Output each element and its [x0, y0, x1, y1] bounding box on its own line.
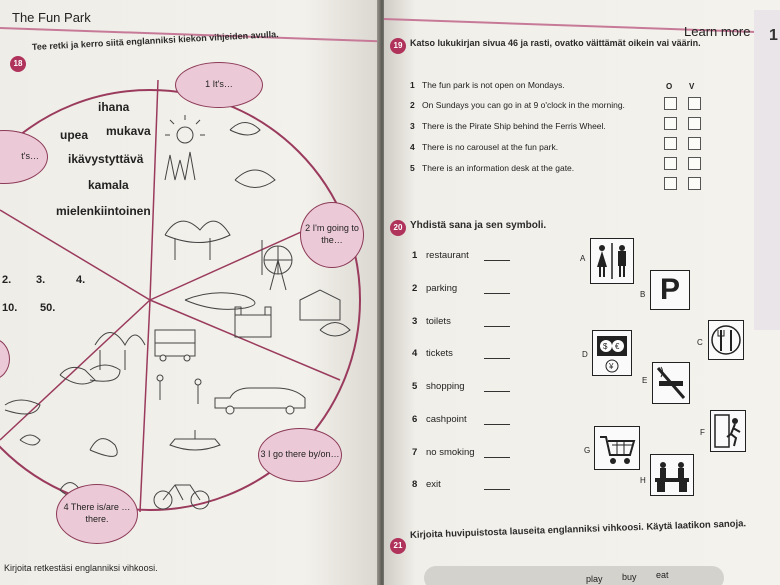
- lake-illustration: [185, 293, 255, 310]
- symbol-label-d: D: [582, 350, 588, 359]
- statement-text: On Sundays you can go in at 9 o'clock in the morning.: [422, 100, 625, 110]
- symbol-label-b: B: [640, 290, 646, 299]
- right-page-header: Learn more: [684, 24, 751, 39]
- activity-wheel: [0, 60, 382, 560]
- answer-blank[interactable]: [484, 293, 510, 294]
- statement-number: 2: [410, 100, 415, 110]
- grass-illustration: [165, 123, 275, 188]
- checkbox-false-2[interactable]: [688, 117, 701, 130]
- statement-text: There is an information desk at the gate.: [422, 163, 575, 173]
- left-page-bottom-instruction: Kirjoita retkestäsi englanniksi vihkoosi.: [4, 563, 158, 573]
- right-page: [384, 0, 780, 585]
- answer-blank[interactable]: [484, 326, 510, 327]
- checkbox-true-2[interactable]: [664, 117, 677, 130]
- left-page-header: The Fun Park: [12, 10, 91, 25]
- item-word: no smoking: [426, 447, 475, 458]
- exit-icon: [710, 410, 746, 452]
- exercise-19-instruction: Katso lukukirjan sivua 46 ja rasti, ovatko väittämät oikein vai väärin.: [410, 38, 701, 48]
- adjective: mukava: [106, 124, 151, 138]
- answer-blank[interactable]: [484, 424, 510, 425]
- column-header-false: V: [689, 82, 695, 91]
- wheel-bubble-going: 2 I'm going to the…: [300, 202, 364, 268]
- svg-text:$: $: [603, 342, 608, 351]
- item-word: exit: [426, 479, 441, 490]
- item-word: parking: [426, 283, 458, 294]
- statement: [410, 80, 565, 90]
- item-word: restaurant: [426, 250, 469, 261]
- symbol-label-a: A: [580, 254, 586, 263]
- matching-item: [412, 479, 441, 490]
- item-number: 4: [412, 348, 418, 359]
- matching-item: [412, 381, 465, 392]
- bicycle-illustration: [154, 485, 209, 509]
- people-illustration: [157, 375, 201, 404]
- exercise-18-number: 18: [10, 56, 26, 72]
- wheel-spoke: [150, 80, 158, 300]
- exercise-19-number: 19: [390, 38, 406, 54]
- statement-number: 4: [410, 142, 415, 152]
- statement: [410, 121, 606, 131]
- matching-item: [412, 250, 469, 261]
- exercise-21-instruction: Kirjoita huvipuistosta lauseita englanniksi vihkoosi. Käytä laatikon sanoja.: [409, 518, 747, 541]
- cashpoint-icon: [592, 330, 632, 376]
- answer-blank[interactable]: [484, 391, 510, 392]
- wheel-bubble-left: t's…: [0, 130, 48, 184]
- checkbox-false-5[interactable]: [688, 177, 701, 190]
- ordinal-number: 50.: [40, 302, 56, 314]
- column-header-true: O: [666, 82, 673, 91]
- checkbox-true-5[interactable]: [664, 177, 677, 190]
- ordinal-number: 4.: [76, 274, 86, 286]
- ordinal-number: 3.: [36, 274, 46, 286]
- no-smoking-icon: [652, 362, 690, 404]
- exercise-21-number: 21: [390, 538, 406, 554]
- matching-item: [412, 316, 451, 327]
- wheel-bubble-go-there: 3 I go there by/on…: [258, 428, 342, 482]
- checkbox-false-1[interactable]: [688, 97, 701, 110]
- symbol-label-c: C: [697, 338, 703, 347]
- tickets-desk-icon: [650, 454, 694, 496]
- svg-text:¥: ¥: [609, 362, 614, 371]
- statement: [410, 163, 574, 173]
- answer-blank[interactable]: [484, 358, 510, 359]
- item-word: cashpoint: [426, 414, 467, 425]
- toilets-icon: [590, 238, 634, 284]
- restaurant-icon: [708, 320, 744, 360]
- statement-text: There is the Pirate Ship behind the Ferris Wheel.: [422, 121, 606, 131]
- item-number: 1: [412, 250, 418, 261]
- statement: [410, 100, 625, 110]
- wheel-spoke: [140, 300, 150, 512]
- statement-number: 3: [410, 121, 415, 131]
- symbol-label-e: E: [642, 376, 648, 385]
- symbol-label-f: F: [700, 428, 705, 437]
- symbol-label-g: G: [584, 446, 591, 455]
- statement-number: 5: [410, 163, 415, 173]
- word-box-word: buy: [622, 572, 637, 582]
- wheel-bubble-its: 1 It's…: [175, 62, 263, 108]
- wheel-bubble-there-is: 4 There is/are …there.: [56, 484, 138, 544]
- trees-illustration: [165, 221, 230, 260]
- matching-item: [412, 283, 457, 294]
- item-word: toilets: [426, 316, 451, 327]
- adjective: upea: [60, 128, 89, 142]
- ordinal-number: 2.: [2, 274, 12, 286]
- checkbox-false-4[interactable]: [688, 157, 701, 170]
- animals-illustration: [5, 365, 120, 445]
- item-number: 8: [412, 479, 418, 490]
- bus-illustration: [155, 330, 195, 361]
- answer-blank[interactable]: [484, 260, 510, 261]
- parking-icon: P: [650, 270, 690, 310]
- adjective: mielenkiintoinen: [56, 204, 151, 218]
- sun-illustration: [165, 115, 205, 143]
- adjective: ikävystyttävä: [68, 152, 144, 166]
- word-box-word: eat: [656, 570, 669, 580]
- svg-text:€: €: [615, 342, 620, 351]
- matching-item: [412, 348, 453, 359]
- item-number: 3: [412, 316, 418, 327]
- item-number: 6: [412, 414, 418, 425]
- matching-item: [412, 414, 467, 425]
- exercise-20-number: 20: [390, 220, 406, 236]
- matching-item: [412, 447, 475, 458]
- checkbox-true-1[interactable]: [664, 97, 677, 110]
- checkbox-true-3[interactable]: [664, 137, 677, 150]
- exercise-20-instruction: Yhdistä sana ja sen symboli.: [410, 220, 547, 231]
- statement-number: 1: [410, 80, 415, 90]
- word-box-word: play: [586, 574, 603, 584]
- exercise-18-instruction: Tee retki ja kerro siitä englanniksi kiekon vihjeiden avulla.: [31, 29, 279, 52]
- answer-blank[interactable]: [484, 457, 510, 458]
- castle-illustration: [235, 290, 350, 337]
- item-word: shopping: [426, 381, 465, 392]
- wheel-spoke: [0, 300, 150, 440]
- ordinal-number: 10.: [2, 302, 18, 314]
- wheel-spoke: [0, 210, 150, 300]
- answer-blank[interactable]: [484, 489, 510, 490]
- word-box: [424, 566, 724, 585]
- symbol-label-h: H: [640, 476, 646, 485]
- checkbox-true-4[interactable]: [664, 157, 677, 170]
- boat-illustration: [170, 430, 220, 450]
- car-illustration: [215, 388, 305, 414]
- shopping-cart-icon: [594, 426, 640, 470]
- item-word: tickets: [426, 348, 453, 359]
- adjective: kamala: [88, 178, 129, 192]
- statement-text: The fun park is not open on Mondays.: [422, 80, 565, 90]
- item-number: 7: [412, 447, 418, 458]
- item-number: 2: [412, 283, 418, 294]
- statement: [410, 142, 558, 152]
- side-margin-strip: [754, 10, 780, 330]
- adjective: ihana: [98, 100, 130, 114]
- checkbox-false-3[interactable]: [688, 137, 701, 150]
- left-page: [0, 0, 382, 585]
- rollercoaster-illustration: [95, 333, 145, 371]
- statement-text: There is no carousel at the fun park.: [422, 142, 559, 152]
- item-number: 5: [412, 381, 418, 392]
- page-number: 1: [769, 27, 778, 44]
